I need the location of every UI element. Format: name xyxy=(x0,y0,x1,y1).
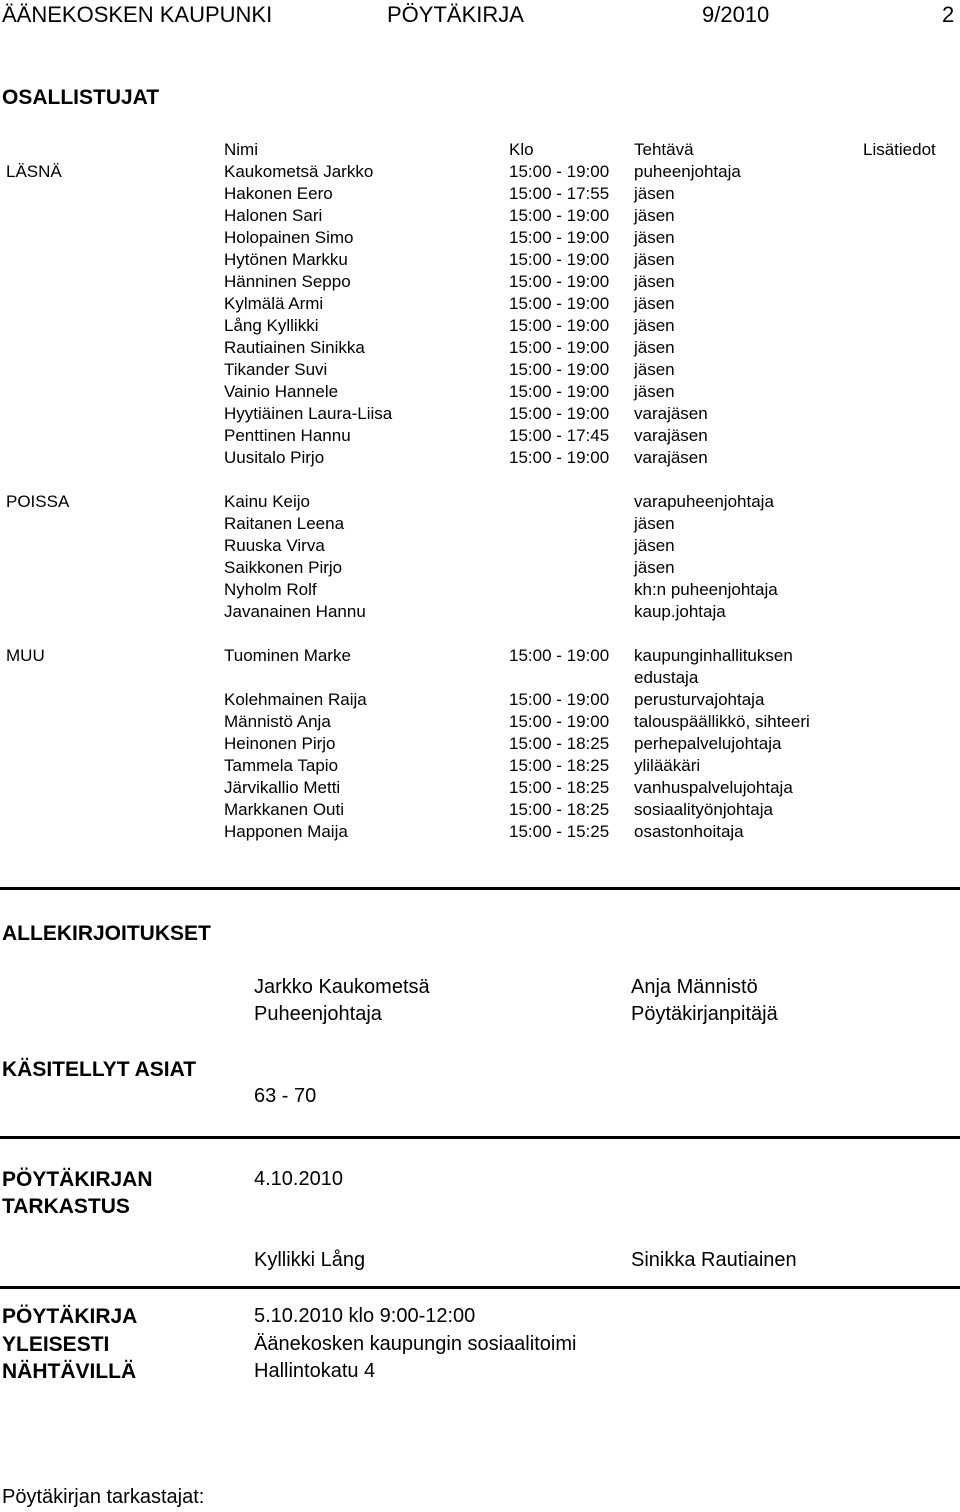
participant-time: 15:00 - 19:00 xyxy=(509,206,610,225)
participant-name: Järvikallio Metti xyxy=(224,778,341,797)
participant-role: kaupunginhallituksen xyxy=(634,646,793,665)
participant-role: varajäsen xyxy=(634,426,708,445)
participant-role: jäsen xyxy=(634,338,675,357)
participant-role: jäsen xyxy=(634,558,675,577)
participant-time: 15:00 - 18:25 xyxy=(509,778,610,797)
participant-time: 15:00 - 19:00 xyxy=(509,712,610,731)
participant-time: 15:00 - 17:55 xyxy=(509,184,610,203)
participant-time: 15:00 - 15:25 xyxy=(509,822,610,841)
review-title-line2: TARKASTUS xyxy=(2,1195,130,1218)
participant-name: Kolehmainen Raija xyxy=(224,690,367,709)
participant-role: ylilääkäri xyxy=(634,756,701,775)
participant-name: Männistö Anja xyxy=(224,712,331,731)
participant-role: vanhuspalvelujohtaja xyxy=(634,778,793,797)
public-title-line3: NÄHTÄVILLÄ xyxy=(2,1360,137,1383)
doc-type: PÖYTÄKIRJA xyxy=(387,2,524,27)
participant-time: 15:00 - 19:00 xyxy=(509,360,610,379)
participant-time: 15:00 - 18:25 xyxy=(509,800,610,819)
participant-name: Javanainen Hannu xyxy=(224,602,366,621)
col-header-role: Tehtävä xyxy=(634,140,694,159)
participant-time: 15:00 - 19:00 xyxy=(509,228,610,247)
participant-role: jäsen xyxy=(634,514,675,533)
participant-time: 15:00 - 19:00 xyxy=(509,448,610,467)
participant-name: Hyytiäinen Laura-Liisa xyxy=(224,404,393,423)
participant-name: Hakonen Eero xyxy=(224,184,333,203)
participant-time: 15:00 - 19:00 xyxy=(509,690,610,709)
section-divider xyxy=(0,887,960,890)
handled-title: KÄSITELLYT ASIAT xyxy=(2,1058,197,1081)
participant-name: Ruuska Virva xyxy=(224,536,325,555)
participant-time: 15:00 - 19:00 xyxy=(509,294,610,313)
public-title-line1: PÖYTÄKIRJA xyxy=(2,1305,138,1328)
secretary-name: Anja Männistö xyxy=(631,976,758,998)
participant-name: Markkanen Outi xyxy=(224,800,344,819)
participant-time: 15:00 - 19:00 xyxy=(509,646,610,665)
participant-name: Tuominen Marke xyxy=(224,646,351,665)
participant-role: jäsen xyxy=(634,184,675,203)
participant-role: jäsen xyxy=(634,250,675,269)
participant-name: Holopainen Simo xyxy=(224,228,354,247)
section-divider xyxy=(0,1286,960,1289)
participant-time: 15:00 - 19:00 xyxy=(509,338,610,357)
col-header-time: Klo xyxy=(509,140,534,159)
participants-title: OSALLISTUJAT xyxy=(2,86,160,109)
secretary-role: Pöytäkirjanpitäjä xyxy=(631,1003,778,1025)
participant-name: Vainio Hannele xyxy=(224,382,339,401)
col-header-name: Nimi xyxy=(224,140,258,159)
participant-name: Uusitalo Pirjo xyxy=(224,448,325,467)
participant-role: kaup.johtaja xyxy=(634,602,726,621)
participant-role: jäsen xyxy=(634,382,675,401)
chair-name: Jarkko Kaukometsä xyxy=(254,976,430,998)
participant-time: 15:00 - 19:00 xyxy=(509,250,610,269)
participant-role: jäsen xyxy=(634,536,675,555)
participant-role: jäsen xyxy=(634,360,675,379)
participant-role: jäsen xyxy=(634,272,675,291)
participant-name: Halonen Sari xyxy=(224,206,323,225)
reviewer-2: Sinikka Rautiainen xyxy=(631,1249,797,1271)
chair-role: Puheenjohtaja xyxy=(254,1003,382,1025)
participant-time: 15:00 - 19:00 xyxy=(509,382,610,401)
review-title-line1: PÖYTÄKIRJAN xyxy=(2,1168,153,1191)
participant-time: 15:00 - 18:25 xyxy=(509,756,610,775)
participant-name: Kainu Keijo xyxy=(224,492,311,511)
participant-time: 15:00 - 19:00 xyxy=(509,162,610,181)
public-address: Hallintokatu 4 xyxy=(254,1360,376,1382)
participant-role: talouspäällikkö, sihteeri xyxy=(634,712,810,731)
participant-role: varajäsen xyxy=(634,404,708,423)
participant-role: kh:n puheenjohtaja xyxy=(634,580,778,599)
participant-name: Tikander Suvi xyxy=(224,360,328,379)
participant-time: 15:00 - 19:00 xyxy=(509,404,610,423)
participant-time: 15:00 - 19:00 xyxy=(509,272,610,291)
participant-role: jäsen xyxy=(634,206,675,225)
participant-role: jäsen xyxy=(634,228,675,247)
signatures-title: ALLEKIRJOITUKSET xyxy=(2,922,211,945)
participant-time: 15:00 - 17:45 xyxy=(509,426,610,445)
participant-time: 15:00 - 18:25 xyxy=(509,734,610,753)
participant-name: Happonen Maija xyxy=(224,822,348,841)
participant-name: Kaukometsä Jarkko xyxy=(224,162,374,181)
participant-name: Raitanen Leena xyxy=(224,514,345,533)
group-label: POISSA xyxy=(6,492,70,511)
participant-name: Heinonen Pirjo xyxy=(224,734,336,753)
participant-role: puheenjohtaja xyxy=(634,162,741,181)
participant-name: Rautiainen Sinikka xyxy=(224,338,365,357)
handled-range: 63 - 70 xyxy=(254,1085,317,1107)
participant-role: sosiaalityönjohtaja xyxy=(634,800,773,819)
participant-role: jäsen xyxy=(634,294,675,313)
page-number: 2 xyxy=(942,2,955,27)
public-datetime: 5.10.2010 klo 9:00-12:00 xyxy=(254,1305,476,1327)
participant-name: Saikkonen Pirjo xyxy=(224,558,343,577)
org-name: ÄÄNEKOSKEN KAUPUNKI xyxy=(2,2,273,27)
participant-role: varapuheenjohtaja xyxy=(634,492,774,511)
group-label: MUU xyxy=(6,646,45,665)
participant-name: Lång Kyllikki xyxy=(224,316,319,335)
participant-role: edustaja xyxy=(634,668,699,687)
review-date: 4.10.2010 xyxy=(254,1168,343,1190)
public-title-line2: YLEISESTI xyxy=(2,1333,110,1356)
participant-role: perhepalvelujohtaja xyxy=(634,734,782,753)
participant-time: 15:00 - 19:00 xyxy=(509,316,610,335)
participant-role: osastonhoitaja xyxy=(634,822,744,841)
section-divider xyxy=(0,1136,960,1139)
participant-name: Penttinen Hannu xyxy=(224,426,351,445)
reviewer-1: Kyllikki Lång xyxy=(254,1249,366,1271)
participant-name: Hytönen Markku xyxy=(224,250,348,269)
col-header-extra: Lisätiedot xyxy=(863,140,936,159)
group-label: LÄSNÄ xyxy=(6,162,62,181)
participant-name: Nyholm Rolf xyxy=(224,580,317,599)
participant-name: Kylmälä Armi xyxy=(224,294,324,313)
meeting-number: 9/2010 xyxy=(702,2,770,27)
participant-name: Tammela Tapio xyxy=(224,756,339,775)
footer-reviewers-label: Pöytäkirjan tarkastajat: xyxy=(2,1486,205,1508)
participant-role: perusturvajohtaja xyxy=(634,690,765,709)
participant-role: jäsen xyxy=(634,316,675,335)
participant-role: varajäsen xyxy=(634,448,708,467)
public-location: Äänekosken kaupungin sosiaalitoimi xyxy=(254,1333,577,1355)
participant-name: Hänninen Seppo xyxy=(224,272,351,291)
